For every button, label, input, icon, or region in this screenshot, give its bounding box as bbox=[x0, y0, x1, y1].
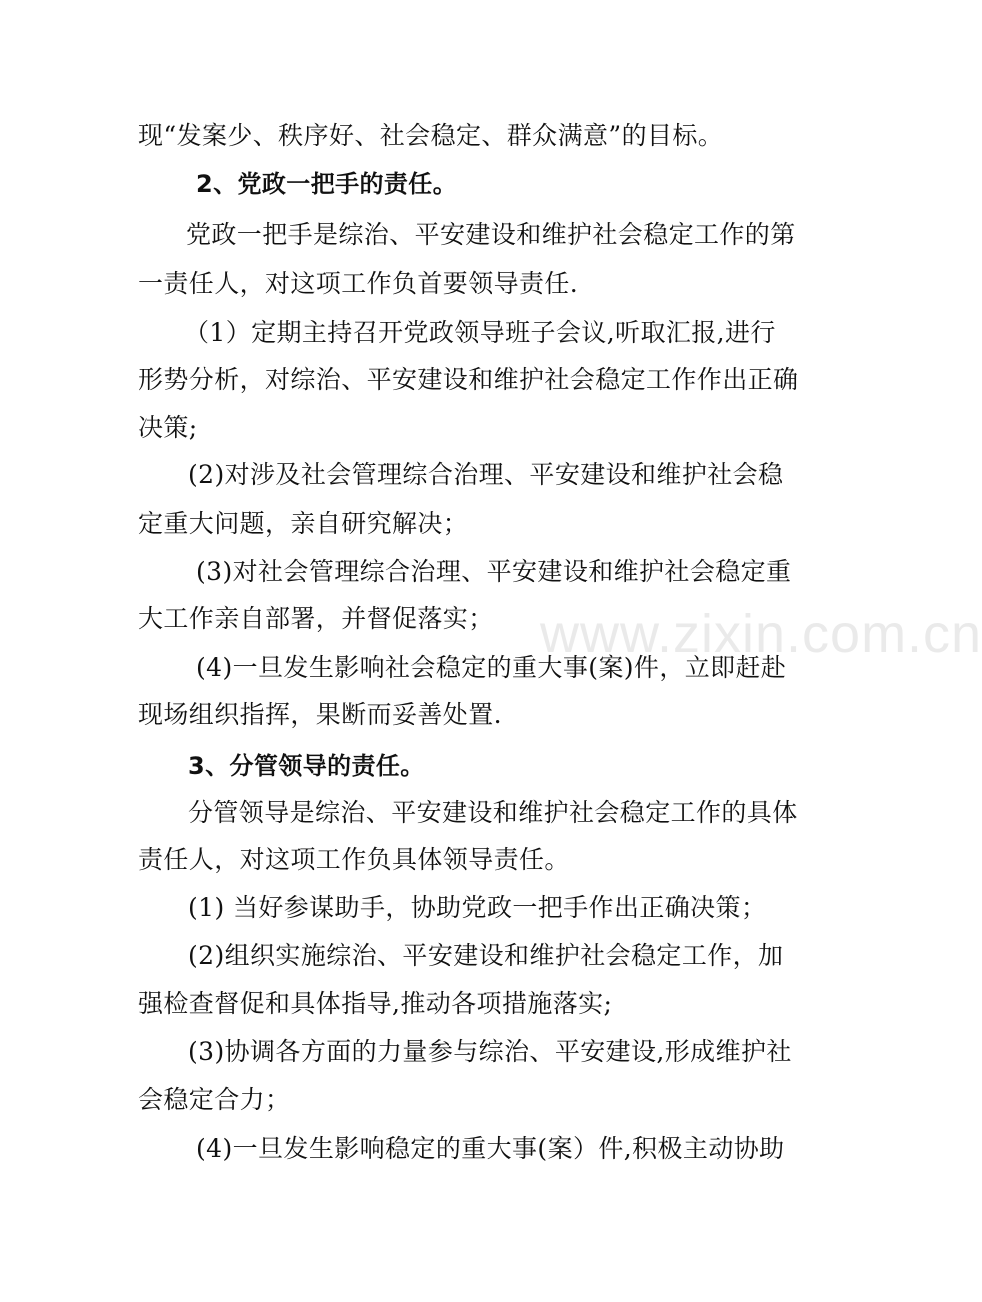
paragraph-line: 党政一把手是综治、平安建设和维护社会稳定工作的第 bbox=[186, 220, 796, 249]
list-item-line: (3)对社会管理综合治理、平安建设和维护社会稳定重 bbox=[196, 557, 792, 586]
list-item-line: 强检查督促和具体指导,推动各项措施落实; bbox=[138, 989, 613, 1018]
list-item-line: 大工作亲自部署，并督促落实； bbox=[138, 604, 494, 633]
paragraph-line: 分管领导是综治、平安建设和维护社会稳定工作的具体 bbox=[188, 798, 798, 827]
list-item-line: (1) 当好参谋助手，协助党政一把手作出正确决策； bbox=[188, 893, 767, 922]
list-item-line: (4)一旦发生影响社会稳定的重大事(案)件，立即赶赴 bbox=[196, 653, 787, 682]
list-item-line: 决策; bbox=[138, 413, 198, 442]
list-item-line: (2)对涉及社会管理综合治理、平安建设和维护社会稳 bbox=[188, 460, 784, 489]
section-heading: 3、分管领导的责任。 bbox=[188, 752, 425, 780]
list-item-line: 现场组织指挥，果断而妥善处置. bbox=[138, 700, 502, 729]
paragraph-line: 一责任人，对这项工作负首要领导责任. bbox=[138, 269, 579, 298]
list-item-line: 会稳定合力； bbox=[138, 1085, 291, 1114]
paragraph-line: 现“发案少、秩序好、社会稳定、群众满意”的目标。 bbox=[138, 121, 724, 150]
list-item-line: （1）定期主持召开党政领导班子会议,听取汇报,进行 bbox=[184, 318, 776, 347]
list-item-line: (3)协调各方面的力量参与综治、平安建设,形成维护社 bbox=[188, 1037, 792, 1066]
list-item-line: (4)一旦发生影响稳定的重大事(案）件,积极主动协助 bbox=[196, 1134, 785, 1163]
list-item-line: 定重大问题，亲自研究解决； bbox=[138, 509, 469, 538]
list-item-line: 形势分析，对综治、平安建设和维护社会稳定工作作出正确 bbox=[138, 365, 799, 394]
paragraph-line: 责任人，对这项工作负具体领导责任。 bbox=[138, 845, 570, 874]
watermark-text: www.zixin.com.cn bbox=[540, 604, 982, 664]
list-item-line: (2)组织实施综治、平安建设和维护社会稳定工作，加 bbox=[188, 941, 784, 970]
section-heading: 2、党政一把手的责任。 bbox=[196, 170, 458, 198]
